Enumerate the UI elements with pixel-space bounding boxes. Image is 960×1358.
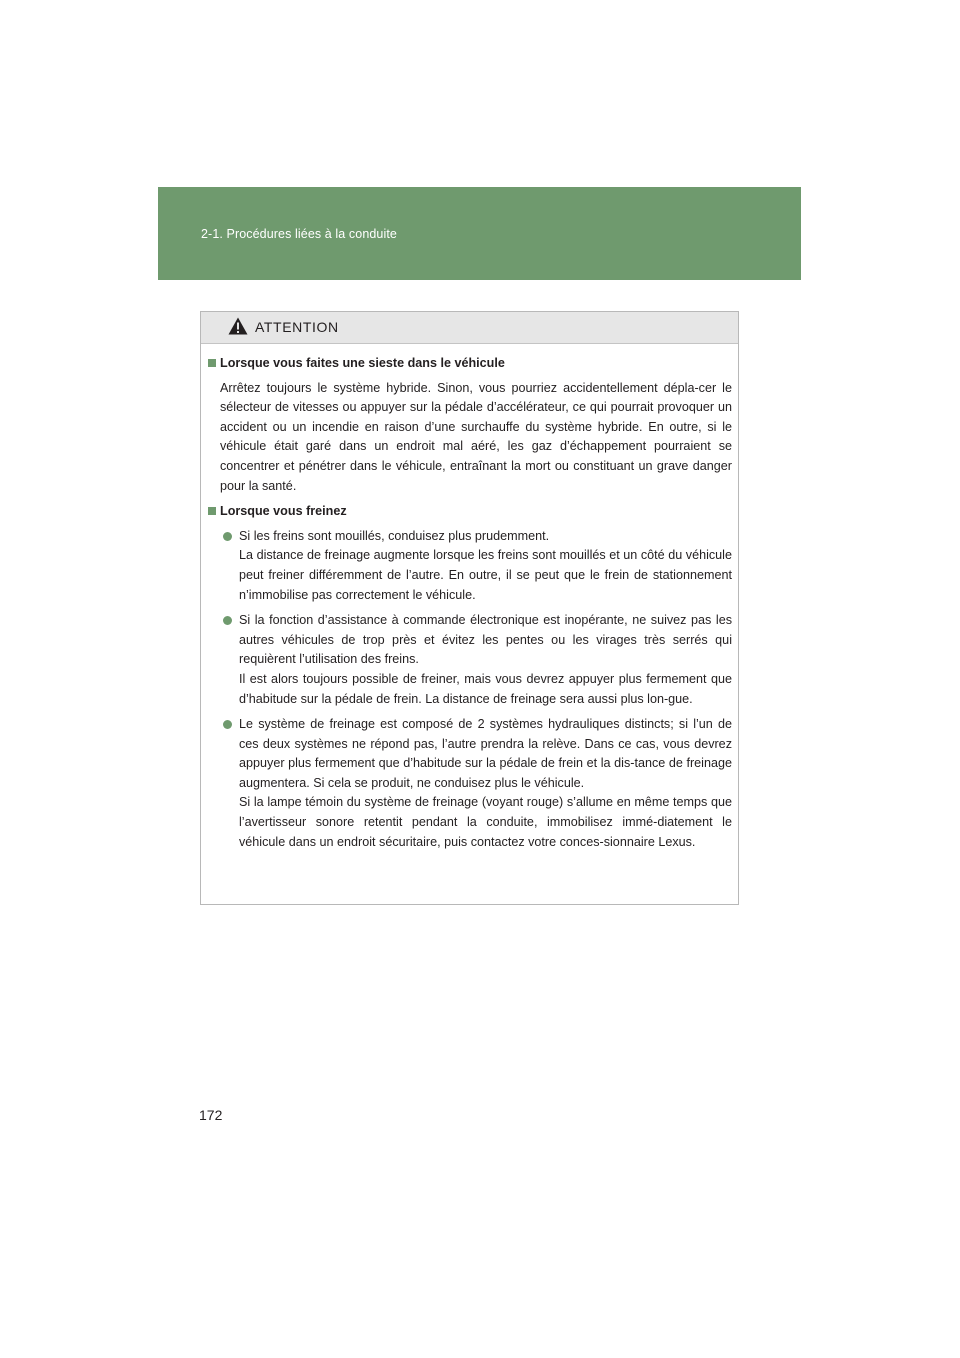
page-number: 172 — [199, 1107, 223, 1123]
list-item-text: Si la fonction d’assistance à commande électronique est inopérante, ne suivez pas les autres véhicules de trop près et évitez les pentes ou les virages très serrés qui requièrent l’utilisation des freins. — [239, 613, 732, 667]
round-bullet-icon — [223, 616, 232, 625]
section-braking — [207, 502, 732, 852]
attention-label: ATTENTION — [255, 319, 339, 335]
section-paragraph: Arrêtez toujours le système hybride. Sinon, vous pourriez accidentellement dépla-cer le sélecteur de vitesses ou appuyer sur la pédale d’accélérateur, ce qui pourrait provoquer un accident ou un incendie en raison d’une surchauffe du système hybride. En outre, si le véhicule était garé dans un endroit mal aéré, les gaz d’échappement pourraient se concentrer et pénétrer dans le véhicule, entraînant la mort ou constituant un grave danger pour la santé. — [220, 380, 732, 493]
attention-box — [200, 311, 739, 905]
section-heading-text: Lorsque vous faites une sieste dans le véhicule — [220, 356, 505, 370]
attention-body — [201, 344, 738, 852]
list-item-text: La distance de freinage augmente lorsque les freins sont mouillés et un côté du véhicule peut freiner différemment de l’autre. En outre, il se peut que le frein de stationnement n’immobilise pas correctement le véhicule. — [239, 548, 732, 602]
list-item — [207, 715, 732, 852]
list-item-text: Si les freins sont mouillés, conduisez plus prudemment. — [239, 528, 550, 543]
list-item — [207, 611, 732, 709]
chapter-header-band — [158, 187, 801, 280]
list-item-text: Le système de freinage est composé de 2 systèmes hydrauliques distincts; si l’un de ces deux systèmes ne répond pas, l’autre prendra la relève. Dans ce cas, vous devrez appuyer plus fermement que d’habitude sur la pédale de frein et la dis-tance de freinage augmentera. Si cela se produit, ne conduisez plus le véhicule. — [239, 717, 732, 790]
warning-triangle-icon — [228, 317, 248, 335]
section-heading — [207, 502, 732, 522]
list-item-text: Si la lampe témoin du système de freinage (voyant rouge) s’allume en même temps que l’avertisseur sonore retentit pendant la conduite, immobilisez immé-diatement le véhicule dans un endroit sécuritaire, puis contactez votre conces-sionnaire Lexus. — [239, 795, 732, 849]
list-item — [207, 527, 732, 605]
section-heading — [207, 354, 732, 374]
attention-header — [201, 312, 738, 344]
square-bullet-icon — [208, 359, 216, 367]
section-nap — [207, 354, 732, 496]
section-heading-text: Lorsque vous freinez — [220, 504, 347, 519]
round-bullet-icon — [223, 720, 232, 729]
section-title: 2-1. Procédures liées à la conduite — [201, 227, 397, 241]
list-item-text: Il est alors toujours possible de freiner, mais vous devrez appuyer plus fermement que d’habitude sur la pédale de frein. La distance de freinage sera aussi plus lon-gue. — [239, 671, 732, 706]
square-bullet-icon — [208, 507, 216, 515]
round-bullet-icon — [223, 532, 232, 541]
